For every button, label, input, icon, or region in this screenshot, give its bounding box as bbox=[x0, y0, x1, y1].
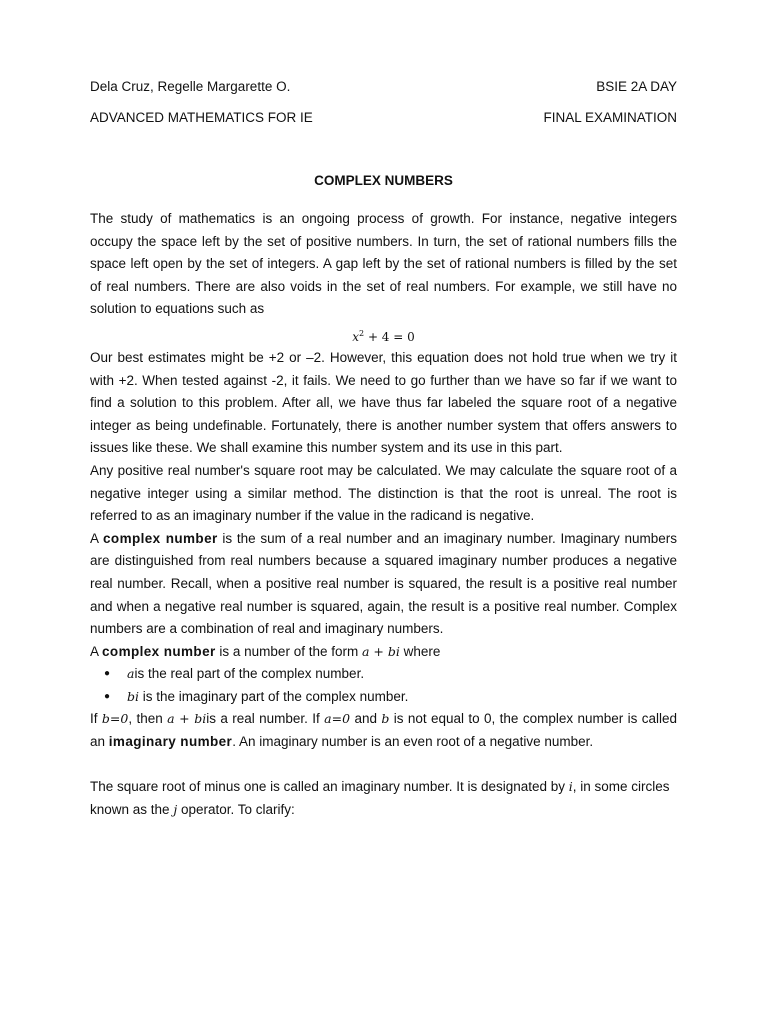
header-row-2 bbox=[90, 109, 677, 127]
text-span: and bbox=[350, 711, 382, 727]
author-name: Dela Cruz, Regelle Margarette O. bbox=[90, 79, 291, 94]
equation bbox=[90, 321, 677, 347]
term-imaginary-number: imaginary number bbox=[108, 734, 233, 750]
text-span: The square root of minus one is called an imaginary number. It is designated by bbox=[90, 779, 569, 795]
paragraph-gap bbox=[90, 754, 677, 777]
list-item-text: is the real part of the complex number. bbox=[134, 666, 365, 682]
math-symbol: i bbox=[568, 779, 573, 795]
section-label: BSIE 2A DAY bbox=[596, 79, 677, 94]
exam-label: FINAL EXAMINATION bbox=[543, 110, 677, 125]
document-title: COMPLEX NUMBERS bbox=[314, 173, 453, 188]
definition-list bbox=[90, 663, 677, 708]
document-body bbox=[90, 208, 677, 821]
list-item bbox=[90, 686, 677, 709]
term-complex-number: complex number bbox=[103, 530, 218, 546]
paragraph-intro: The study of mathematics is an ongoing process of growth. For instance, negative integers occupy the space left by the set of positive numbers. In turn, the set of rational numbers fills the space left open by the set of integers. A gap left by the set of rational numbers is filled by the set of real numbers. There are also voids in the set of real numbers. For example, we still have no solution to equations such as bbox=[90, 211, 677, 317]
text-span: is a number of the form bbox=[215, 643, 362, 659]
bullet-icon: ● bbox=[104, 668, 111, 680]
math-symbol: a=0 bbox=[324, 711, 351, 727]
course-name: ADVANCED MATHEMATICS FOR IE bbox=[90, 110, 313, 125]
paragraph-complex-form bbox=[90, 641, 677, 664]
math-symbol: a bbox=[127, 666, 135, 682]
math-symbol: j bbox=[173, 801, 178, 817]
text-span: , in some circles known as the bbox=[90, 779, 670, 817]
paragraph-complex-definition bbox=[90, 528, 677, 641]
term-complex-number: complex number bbox=[102, 643, 216, 659]
equation-exponent: 2 bbox=[359, 328, 365, 338]
text-span: If bbox=[90, 711, 102, 727]
paragraph-i-operator bbox=[90, 776, 677, 821]
text-span: A bbox=[90, 643, 103, 659]
math-symbol: bi bbox=[127, 688, 139, 704]
text-span: , then bbox=[128, 711, 168, 727]
equation-base: x bbox=[352, 329, 360, 344]
math-form: a + bi bbox=[361, 643, 400, 659]
math-symbol: b=0 bbox=[101, 711, 129, 727]
text-span: where bbox=[399, 643, 441, 659]
text-span: . An imaginary number is an even root of a negative number. bbox=[232, 734, 594, 750]
text-span: is the sum of a real number and an imaginary number. Imaginary numbers are distinguished from real numbers because a squared imaginary number produces a negative real number. Recall, when a positive real number is squared, the result is a positive real number and when a negative real number is squared, again, the result is a positive real number. Complex numbers are a combination of real and imaginary numbers. bbox=[90, 530, 677, 637]
math-symbol: a + bi bbox=[167, 711, 207, 727]
list-item bbox=[90, 663, 677, 686]
text-span: operator. To clarify: bbox=[177, 801, 295, 817]
math-symbol: b bbox=[381, 711, 390, 727]
paragraph-estimates: Our best estimates might be +2 or –2. However, this equation does not hold true when we try it with +2. When tested against -2, it fails. We need to go further than we have so far if we want to find a solution to this problem. After all, we have thus far labeled the square root of a negative integer as being undefinable. Fortunately, there is another number system that offers answers to issues like these. We shall examine this number system and its use in this part. bbox=[90, 349, 677, 456]
equation-rest: + 4 = 0 bbox=[367, 329, 415, 344]
text-span: A bbox=[90, 530, 104, 546]
bullet-icon: ● bbox=[104, 690, 111, 702]
paragraph-imaginary-definition bbox=[90, 708, 677, 753]
list-item-text: is the imaginary part of the complex number. bbox=[139, 688, 409, 704]
text-span: is not equal to 0, the complex number is called an bbox=[90, 711, 678, 750]
header-row-1 bbox=[90, 78, 677, 96]
text-span: is a real number. If bbox=[206, 711, 325, 727]
paragraph-square-root: Any positive real number's square root may be calculated. We may calculate the square root of a negative integer using a similar method. The distinction is that the root is unreal. The root is referred to as an imaginary number if the value in the radicand is negative. bbox=[90, 462, 677, 524]
